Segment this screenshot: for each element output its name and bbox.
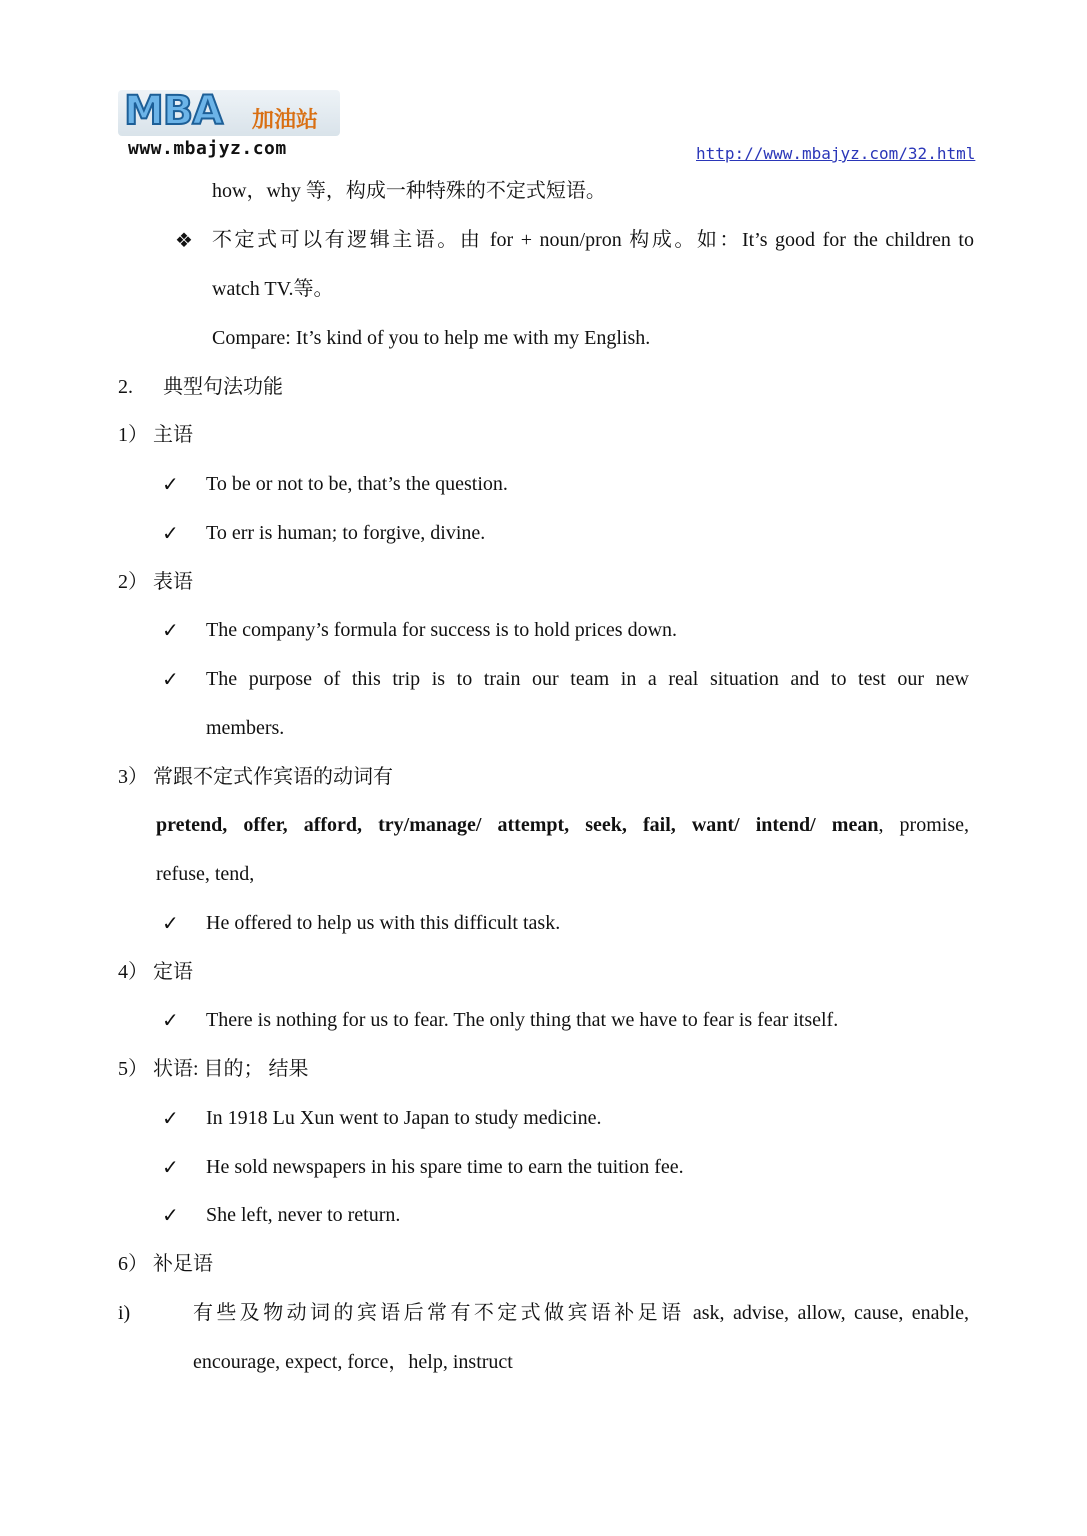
logo-mba-text: MBA [124, 88, 223, 134]
example-sentence: The purpose of this trip is to train our team in a real situation and to test our new [206, 668, 969, 690]
example-sentence: He offered to help us with this difficult task. [206, 912, 561, 934]
text-line: 不定式可以有逻辑主语。由 for + noun/pron 构成。如：It’s good for the children to [212, 229, 974, 251]
example-sentence: There is nothing for us to fear. The only thing that we have to fear is fear itself. [206, 1009, 839, 1031]
example-sentence: To be or not to be, that’s the question. [206, 473, 508, 495]
diamond-bullet-icon: ❖ [175, 228, 193, 252]
subsection-heading: 4） 定语 [118, 961, 193, 983]
subsection-heading: 5） 状语: 目的； 结果 [118, 1058, 309, 1080]
example-sentence: In 1918 Lu Xun went to Japan to study medicine. [206, 1107, 602, 1129]
verb-list-line: refuse, tend, [156, 863, 255, 885]
section-number: 2. [118, 376, 133, 398]
check-bullet-icon: ✓ [162, 1106, 179, 1130]
text-line: Compare: It’s kind of you to help me with my English. [212, 327, 651, 349]
text-line: 有些及物动词的宾语后常有不定式做宾语补足语 ask, advise, allow, cause, enable, [193, 1302, 969, 1324]
check-bullet-icon: ✓ [162, 618, 179, 642]
check-bullet-icon: ✓ [162, 911, 179, 935]
subsection-heading: 3） 常跟不定式作宾语的动词有 [118, 766, 393, 788]
logo-chinese-text: 加油站 [252, 108, 319, 133]
mba-logo [118, 90, 340, 162]
example-sentence: She left, never to return. [206, 1204, 401, 1226]
example-sentence: To err is human; to forgive, divine. [206, 522, 486, 544]
section-heading: 典型句法功能 [163, 376, 283, 398]
check-bullet-icon: ✓ [162, 1155, 179, 1179]
logo-url-text: www.mbajyz.com [128, 138, 287, 159]
text-line: encourage, expect, force，help, instruct [193, 1351, 513, 1373]
subsection-heading: 1） 主语 [118, 424, 193, 446]
check-bullet-icon: ✓ [162, 472, 179, 496]
header-url-link[interactable]: http://www.mbajyz.com/32.html [696, 144, 976, 163]
subsection-heading: 6） 补足语 [118, 1253, 213, 1275]
check-bullet-icon: ✓ [162, 1008, 179, 1032]
text-line: watch TV.等。 [212, 278, 334, 300]
subsection-heading: 2） 表语 [118, 571, 193, 593]
text-line: how，why 等，构成一种特殊的不定式短语。 [212, 180, 606, 202]
verb-list-rest: , promise, [878, 814, 969, 836]
example-sentence: He sold newspapers in his spare time to earn the tuition fee. [206, 1156, 684, 1178]
roman-numeral-label: i) [118, 1302, 131, 1324]
verb-list-line [156, 812, 969, 838]
check-bullet-icon: ✓ [162, 521, 179, 545]
example-sentence-continued: members. [206, 717, 285, 739]
verb-list-bold: pretend, offer, afford, try/manage/ attempt, seek, fail, want/ intend/ mean [156, 814, 879, 836]
check-bullet-icon: ✓ [162, 667, 179, 691]
example-sentence: The company’s formula for success is to hold prices down. [206, 619, 678, 641]
check-bullet-icon: ✓ [162, 1203, 179, 1227]
